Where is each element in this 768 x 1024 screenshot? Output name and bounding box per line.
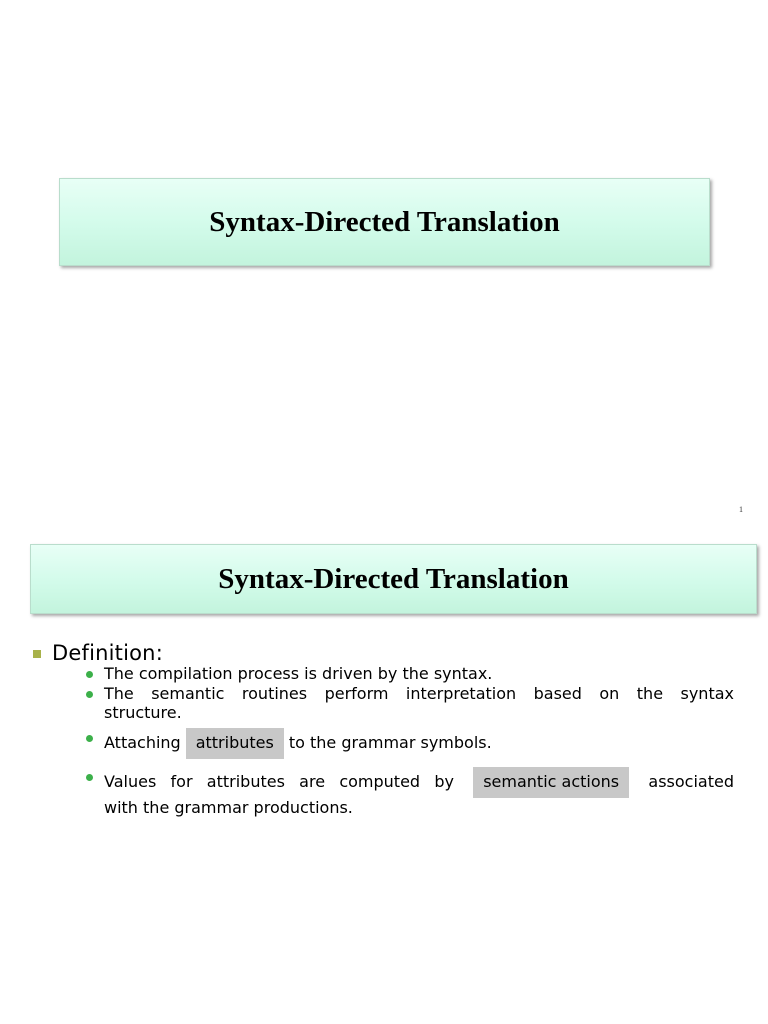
slide2-title: Syntax-Directed Translation bbox=[218, 562, 569, 595]
bullet-item bbox=[84, 728, 734, 759]
bullet-item bbox=[84, 684, 734, 722]
green-dot-bullet-icon bbox=[86, 691, 93, 698]
bullet-item bbox=[84, 767, 734, 817]
green-dot-bullet-icon bbox=[86, 774, 93, 781]
bullet-text-line: with the grammar productions. bbox=[104, 798, 353, 817]
green-dot-bullet-icon bbox=[86, 735, 93, 742]
highlight-attributes: attributes bbox=[186, 728, 284, 759]
bullet-text-line bbox=[104, 767, 734, 798]
bullet-text-line: structure. bbox=[104, 703, 182, 722]
bullet-text-line: The semantic routines perform interpretation based on the syntax bbox=[104, 684, 734, 703]
slide1-title-box bbox=[59, 178, 710, 266]
bullet-text: Attaching bbox=[104, 733, 181, 752]
definition-label: Definition: bbox=[52, 641, 163, 665]
bullet-text: associated bbox=[648, 772, 734, 791]
square-bullet-icon bbox=[33, 650, 41, 658]
bullet-item bbox=[84, 664, 734, 683]
highlight-semantic-actions: semantic actions bbox=[473, 767, 629, 798]
definition-bullet-list bbox=[84, 664, 734, 817]
green-dot-bullet-icon bbox=[86, 671, 93, 678]
bullet-text: to the grammar symbols. bbox=[288, 733, 492, 752]
slide2-title-box bbox=[30, 544, 757, 614]
definition-heading bbox=[33, 641, 163, 665]
page-number: 1 bbox=[739, 505, 743, 514]
bullet-text: The compilation process is driven by the syntax. bbox=[104, 664, 493, 683]
bullet-text: Values for attributes are computed by bbox=[104, 772, 454, 791]
slide1-title: Syntax-Directed Translation bbox=[209, 205, 560, 238]
